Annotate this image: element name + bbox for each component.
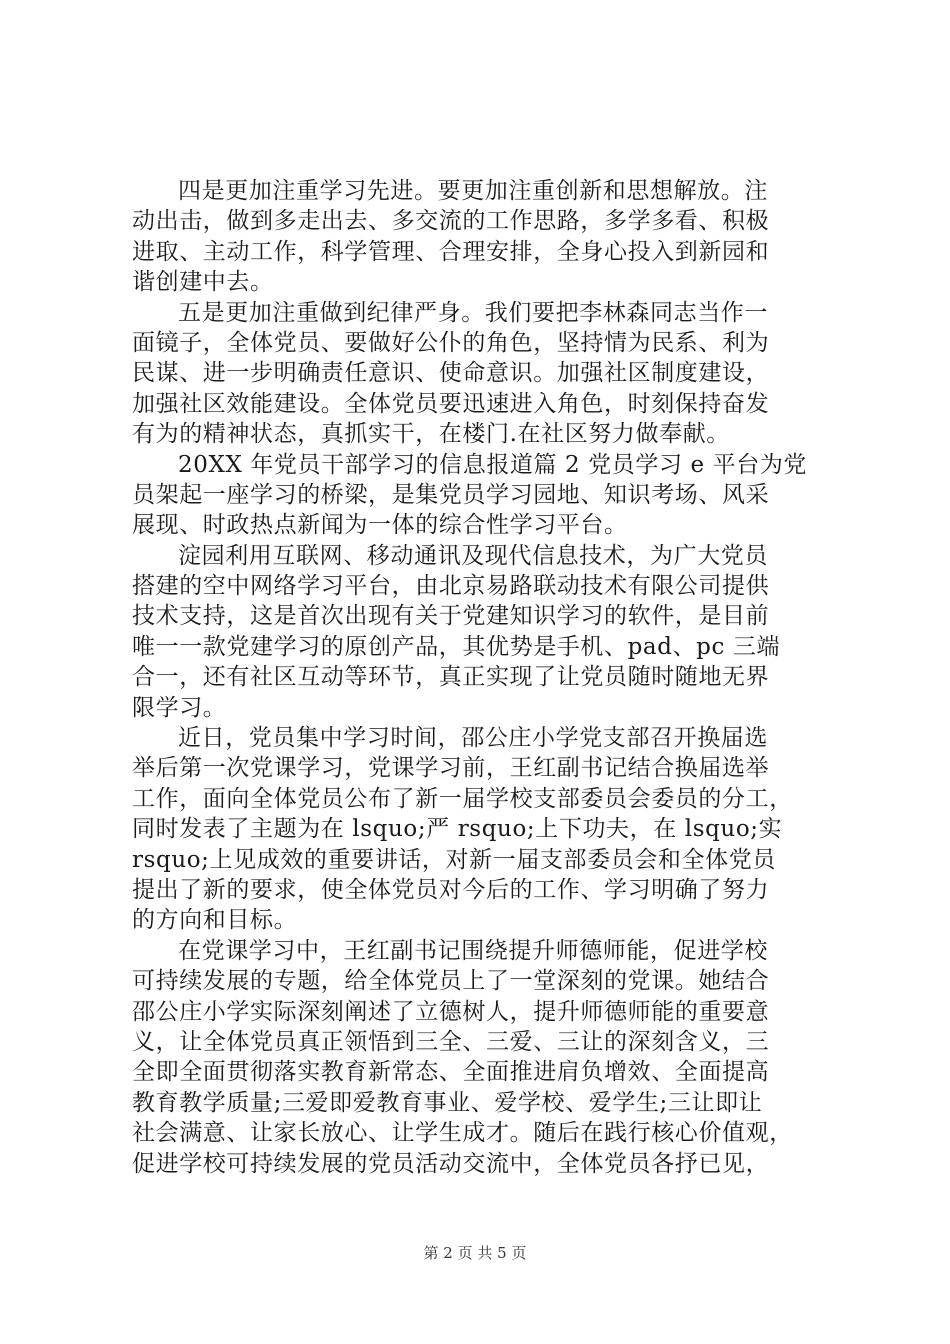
text-line: 员架起一座学习的桥梁，是集党员学习园地、知识考场、风采 — [132, 481, 770, 508]
page-number: 第 2 页 共 5 页 — [423, 1244, 527, 1262]
text-line: 20XX 年党员干部学习的信息报道篇 2 党员学习 e 平台为党 — [178, 451, 808, 478]
text-line: 同时发表了主题为在 lsquo;严 rsquo;上下功夫，在 lsquo;实 — [132, 816, 783, 843]
document-body — [132, 176, 844, 1179]
text-line: 面镜子，全体党员、要做好公仆的角色，坚持情为民系、利为 — [132, 329, 770, 356]
text-line: 教育教学质量;三爱即爱教育事业、爱学校、爱学生;三让即让 — [132, 1089, 763, 1116]
text-line: 淀园利用互联网、移动通讯及现代信息技术，为广大党员 — [178, 542, 768, 569]
text-line: 五是更加注重做到纪律严身。我们要把李林森同志当作一 — [178, 299, 768, 326]
text-line: 进取、主动工作，科学管理、合理安排，全身心投入到新园和 — [132, 238, 770, 265]
text-line: 促进学校可持续发展的党员活动交流中，全体党员各抒已见， — [132, 1150, 770, 1177]
text-line: 唯一一款党建学习的原创产品，其优势是手机、pad、pc 三端 — [132, 633, 781, 660]
text-line: 举后第一次党课学习，党课学习前，王红副书记结合换届选举 — [132, 755, 770, 782]
text-line: 邵公庄小学实际深刻阐述了立德树人，提升师德师能的重要意 — [132, 998, 770, 1025]
text-line: 全即全面贯彻落实教育新常态、全面推进肩负增效、全面提高 — [132, 1059, 770, 1086]
text-line: 四是更加注重学习先进。要更加注重创新和思想解放。注 — [178, 178, 768, 204]
text-line: 合一，还有社区互动等环节，真正实现了让党员随时随地无界 — [132, 664, 770, 691]
text-line: 技术支持，这是首次出现有关于党建知识学习的软件，是目前 — [132, 603, 770, 630]
text-line: 有为的精神状态，真抓实干，在楼门.在社区努力做奉献。 — [132, 421, 730, 448]
text-line: 民谋、进一步明确责任意识、使命意识。加强社区制度建设， — [132, 360, 770, 387]
text-line: 加强社区效能建设。全体党员要迅速进入角色，时刻保持奋发 — [132, 390, 770, 417]
text-line: 谐创建中去。 — [132, 269, 274, 296]
text-line: 社会满意、让家长放心、让学生成才。随后在践行核心价值观， — [132, 1120, 793, 1147]
text-line: 搭建的空中网络学习平台，由北京易路联动技术有限公司提供 — [132, 573, 770, 600]
text-line: 动出击，做到多走出去、多交流的工作思路，多学多看、积极 — [132, 208, 770, 235]
text-line: 限学习。 — [132, 694, 227, 721]
text-line: 工作，面向全体党员公布了新一届学校支部委员会委员的分工， — [132, 785, 793, 812]
text-line: 义，让全体党员真正领悟到三全、三爱、三让的深刻含义，三 — [132, 1028, 770, 1055]
text-line: 的方向和目标。 — [132, 907, 298, 934]
text-line: 展现、时政热点新闻为一体的综合性学习平台。 — [132, 512, 628, 539]
text-line: 提出了新的要求，使全体党员对今后的工作、学习明确了努力 — [132, 876, 770, 903]
text-line: 近日，党员集中学习时间，邵公庄小学党支部召开换届选 — [178, 725, 768, 752]
text-line: 可持续发展的专题，给全体党员上了一堂深刻的党课。她结合 — [132, 968, 770, 995]
text-line: 在党课学习中，王红副书记围绕提升师德师能，促进学校 — [178, 937, 768, 964]
text-line: rsquo;上见成效的重要讲话，对新一届支部委员会和全体党员 — [132, 846, 776, 873]
